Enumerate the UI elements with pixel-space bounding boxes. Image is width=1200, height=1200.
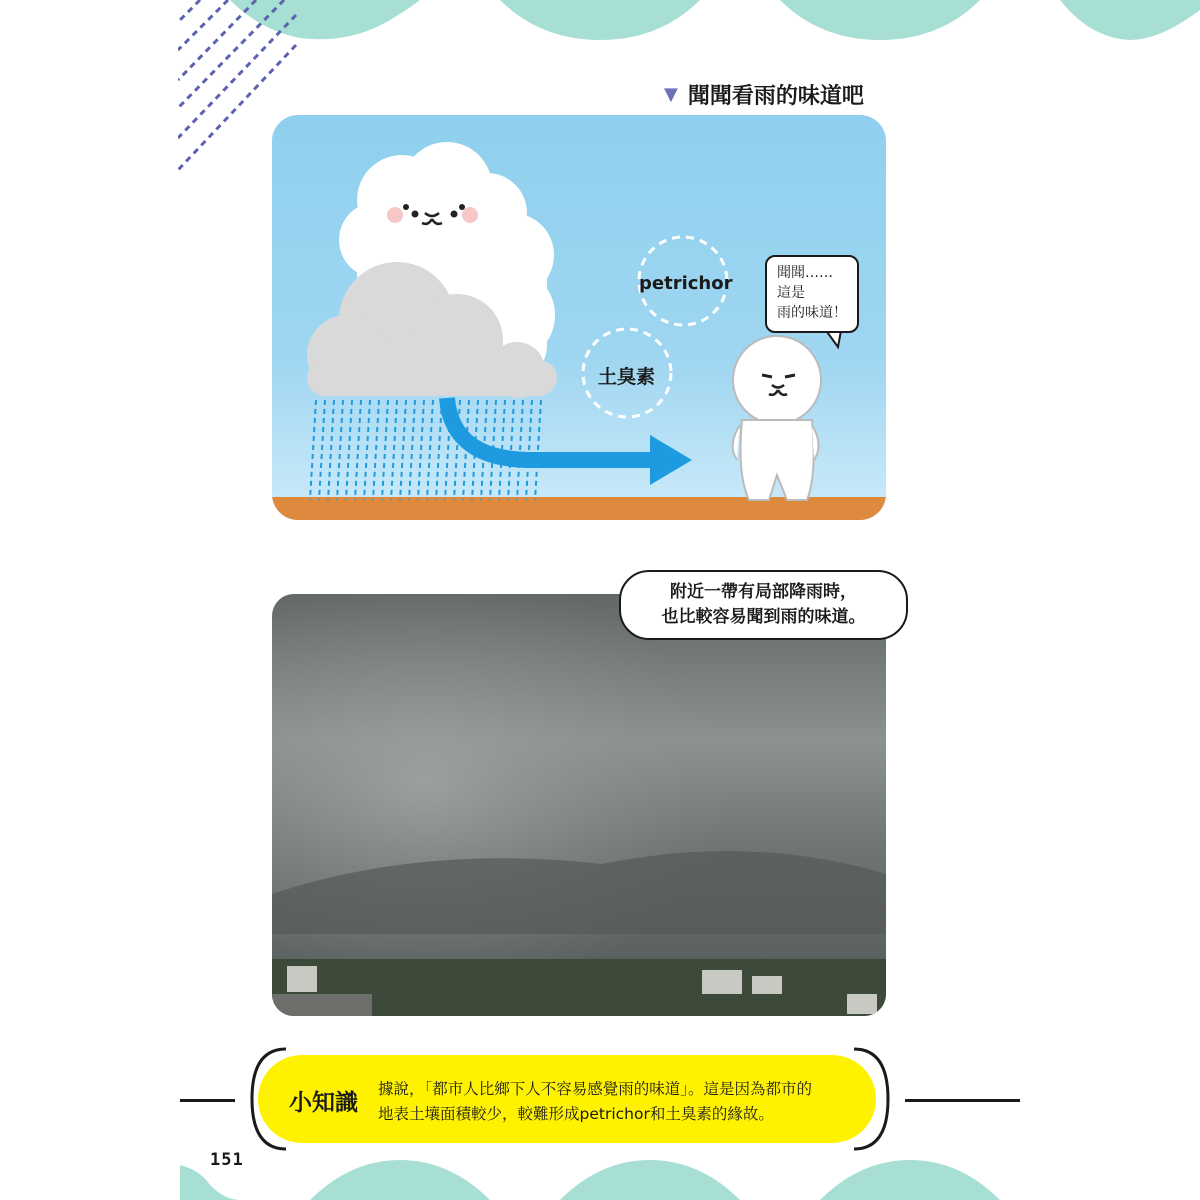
scent-arrow (447, 398, 652, 460)
trivia-text (378, 1077, 858, 1127)
caption-line-2: 也比較容易聞到雨的味道。 (661, 607, 866, 627)
section-heading (664, 78, 864, 110)
heading-text: 聞聞看雨的味道吧 (687, 83, 864, 109)
storm-clouds-photo (272, 594, 886, 1016)
rain-streaks (310, 400, 541, 500)
smelling-character (733, 336, 821, 500)
photo-caption-bubble (619, 570, 908, 640)
geosmin-label: 土臭素 (598, 366, 656, 388)
petrichor-label: petrichor (639, 273, 733, 294)
page-number: 151 (210, 1150, 244, 1170)
speech-line-2: 這是 (777, 285, 805, 301)
heading-marker-icon: ▼ (664, 83, 678, 105)
speech-line-3: 雨的味道！ (777, 305, 847, 321)
trivia-line-2: 地表土壤面積較少，較難形成petrichor和土臭素的緣故。 (378, 1105, 774, 1123)
trivia-line-1: 據說，「都市人比鄉下人不容易感覺雨的味道」。這是因為都市的 (378, 1080, 813, 1098)
bottom-wave-decoration (0, 1160, 1200, 1200)
caption-line-1: 附近一帶有局部降雨時， (670, 582, 857, 602)
speech-line-1: 聞聞…… (777, 265, 833, 281)
trivia-title: 小知識 (289, 1090, 358, 1116)
scent-arrow-head (650, 435, 692, 485)
trivia-divider-right (905, 1099, 1020, 1102)
trivia-divider-left (180, 1099, 235, 1102)
photo-drawing (272, 594, 886, 1016)
character-speech-bubble (765, 255, 859, 333)
